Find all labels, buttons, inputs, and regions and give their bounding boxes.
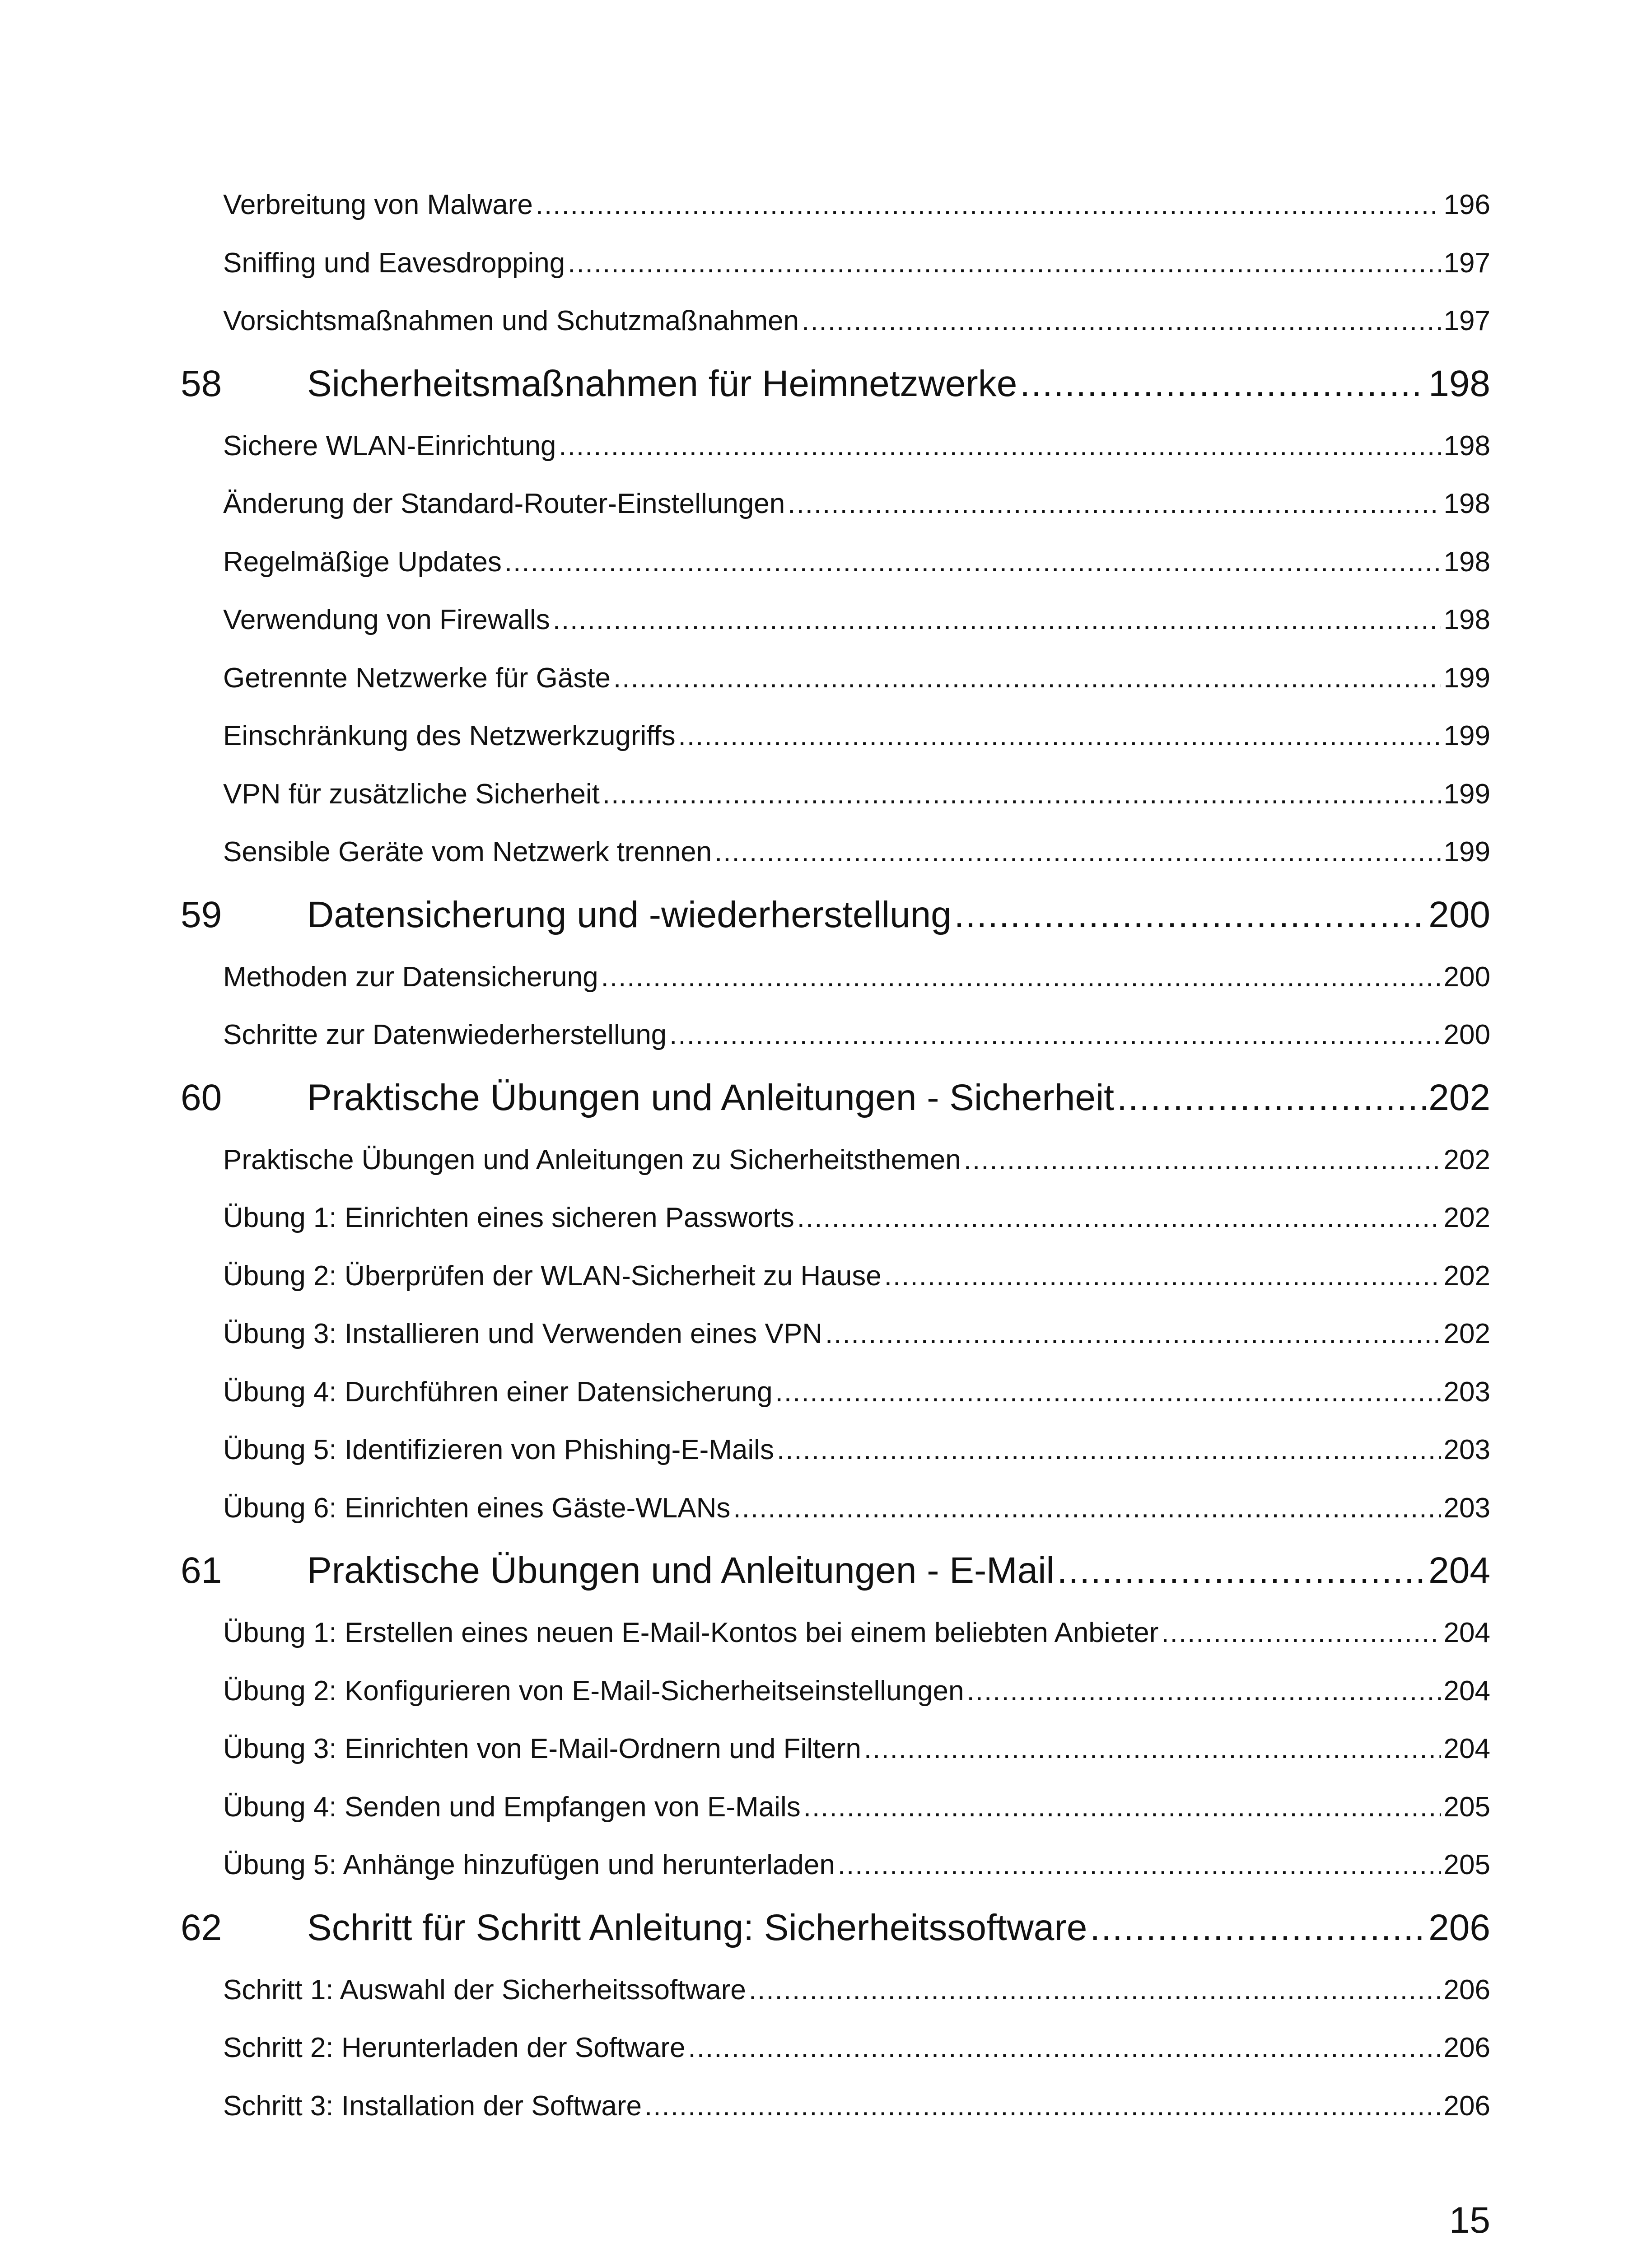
dot-leader xyxy=(1117,1064,1426,1131)
dot-leader xyxy=(1161,1604,1441,1662)
section-title: Schritt 3: Installation der Software xyxy=(223,2090,642,2122)
dot-leader xyxy=(613,649,1441,708)
section-title: Übung 2: Überprüfen der WLAN-Sicherheit zu Hause xyxy=(223,1260,882,1292)
toc-page-number: 202 xyxy=(1443,1260,1490,1292)
dot-leader xyxy=(644,2077,1441,2136)
toc-chapter-entry[interactable] xyxy=(181,882,1490,948)
section-title: Übung 5: Identifizieren von Phishing-E-Mails xyxy=(223,1434,774,1465)
section-title: Änderung der Standard-Router-Einstellungen xyxy=(223,488,785,519)
toc-page-number: 202 xyxy=(1443,1144,1490,1176)
toc-page-number: 196 xyxy=(1443,189,1490,220)
chapter-number: 60 xyxy=(181,1077,222,1118)
dot-leader xyxy=(884,1247,1441,1306)
toc-page-number: 204 xyxy=(1443,1675,1490,1707)
chapter-number: 59 xyxy=(181,894,222,935)
toc-section-entry[interactable] xyxy=(181,1961,1490,2020)
toc-section-entry[interactable] xyxy=(181,707,1490,765)
dot-leader xyxy=(714,823,1441,882)
chapter-title: Sicherheitsmaßnahmen für Heimnetzwerke xyxy=(307,363,1017,404)
toc-page-number: 199 xyxy=(1443,662,1490,694)
toc-section-entry[interactable] xyxy=(181,417,1490,476)
toc-section-entry[interactable] xyxy=(181,1836,1490,1894)
toc-page-number: 198 xyxy=(1443,488,1490,519)
dot-leader xyxy=(967,1662,1441,1721)
dot-leader xyxy=(838,1836,1441,1894)
section-title: Schritte zur Datenwiederherstellung xyxy=(223,1019,667,1050)
section-title: Verwendung von Firewalls xyxy=(223,604,550,635)
dot-leader xyxy=(777,1421,1441,1479)
toc-section-entry[interactable] xyxy=(181,591,1490,649)
toc-section-entry[interactable] xyxy=(181,1131,1490,1190)
toc-chapter-entry[interactable] xyxy=(181,1537,1490,1604)
dot-leader xyxy=(601,948,1441,1007)
toc-page-number: 205 xyxy=(1443,1791,1490,1823)
dot-leader xyxy=(678,707,1441,765)
toc-section-entry[interactable] xyxy=(181,1247,1490,1306)
toc-page-number: 197 xyxy=(1443,247,1490,279)
toc-page-number: 200 xyxy=(1443,1019,1490,1050)
toc-page-number: 204 xyxy=(1428,1550,1490,1591)
chapter-title: Datensicherung und -wiederherstellung xyxy=(307,894,952,935)
dot-leader xyxy=(733,1479,1441,1538)
section-title: Methoden zur Datensicherung xyxy=(223,961,598,993)
toc-page-number: 198 xyxy=(1443,546,1490,578)
dot-leader xyxy=(797,1189,1441,1247)
toc-section-entry[interactable] xyxy=(181,234,1490,293)
dot-leader xyxy=(1020,350,1426,417)
toc-section-entry[interactable] xyxy=(181,1720,1490,1778)
dot-leader xyxy=(864,1720,1441,1778)
toc-section-entry[interactable] xyxy=(181,1662,1490,1721)
section-title: Sichere WLAN-Einrichtung xyxy=(223,430,556,462)
toc-section-entry[interactable] xyxy=(181,2077,1490,2136)
chapter-number: 58 xyxy=(181,363,222,404)
toc-section-entry[interactable] xyxy=(181,1006,1490,1064)
section-title: Übung 5: Anhänge hinzufügen und herunterladen xyxy=(223,1849,835,1880)
toc-section-entry[interactable] xyxy=(181,1479,1490,1538)
toc-section-entry[interactable] xyxy=(181,1363,1490,1422)
toc-section-entry[interactable] xyxy=(181,1778,1490,1837)
dot-leader xyxy=(504,533,1441,592)
toc-page-number: 202 xyxy=(1443,1318,1490,1349)
section-title: VPN für zusätzliche Sicherheit xyxy=(223,778,600,810)
section-title: Übung 3: Installieren und Verwenden eines VPN xyxy=(223,1318,822,1349)
toc-chapter-entry[interactable] xyxy=(181,1894,1490,1961)
dot-leader xyxy=(749,1961,1441,2020)
toc-page-number: 197 xyxy=(1443,305,1490,336)
dot-leader xyxy=(825,1305,1441,1363)
dot-leader xyxy=(568,234,1441,293)
section-title: Übung 4: Senden und Empfangen von E-Mails xyxy=(223,1791,801,1823)
chapter-title: Praktische Übungen und Anleitungen - Sicherheit xyxy=(307,1077,1114,1118)
section-title: Praktische Übungen und Anleitungen zu Sicherheitsthemen xyxy=(223,1144,961,1176)
toc-section-entry[interactable] xyxy=(181,823,1490,882)
toc-page-number: 198 xyxy=(1443,430,1490,462)
chapter-number: 62 xyxy=(181,1907,222,1948)
toc-section-entry[interactable] xyxy=(181,1305,1490,1363)
section-title: Sensible Geräte vom Netzwerk trennen xyxy=(223,836,712,868)
toc-page-number: 198 xyxy=(1428,363,1490,404)
section-title: Schritt 2: Herunterladen der Software xyxy=(223,2032,686,2063)
toc-page-number: 206 xyxy=(1443,1974,1490,2006)
table-of-contents xyxy=(181,176,1490,2135)
toc-page-number: 202 xyxy=(1428,1077,1490,1118)
dot-leader xyxy=(602,765,1441,824)
section-title: Regelmäßige Updates xyxy=(223,546,502,578)
toc-section-entry[interactable] xyxy=(181,176,1490,234)
toc-page-number: 204 xyxy=(1443,1733,1490,1764)
dot-leader xyxy=(553,591,1441,649)
toc-page-number: 204 xyxy=(1443,1617,1490,1648)
chapter-title: Schritt für Schritt Anleitung: Sicherheitssoftware xyxy=(307,1907,1087,1948)
toc-page-number: 206 xyxy=(1428,1907,1490,1948)
page-number: 15 xyxy=(1449,2200,1490,2241)
toc-page-number: 200 xyxy=(1443,961,1490,993)
dot-leader xyxy=(669,1006,1441,1064)
toc-section-entry[interactable] xyxy=(181,533,1490,592)
section-title: Übung 3: Einrichten von E-Mail-Ordnern und Filtern xyxy=(223,1733,861,1764)
section-title: Übung 6: Einrichten eines Gäste-WLANs xyxy=(223,1492,731,1524)
toc-page-number: 205 xyxy=(1443,1849,1490,1880)
toc-page-number: 203 xyxy=(1443,1376,1490,1408)
toc-chapter-entry[interactable] xyxy=(181,1064,1490,1131)
chapter-title: Praktische Übungen und Anleitungen - E-Mail xyxy=(307,1550,1055,1591)
toc-section-entry[interactable] xyxy=(181,475,1490,533)
dot-leader xyxy=(559,417,1441,476)
toc-page-number: 203 xyxy=(1443,1492,1490,1524)
dot-leader xyxy=(802,292,1441,350)
section-title: Vorsichtsmaßnahmen und Schutzmaßnahmen xyxy=(223,305,799,336)
toc-page-number: 199 xyxy=(1443,836,1490,868)
dot-leader xyxy=(964,1131,1441,1190)
toc-page-number: 206 xyxy=(1443,2032,1490,2063)
toc-section-entry[interactable] xyxy=(181,649,1490,708)
toc-page-number: 199 xyxy=(1443,720,1490,751)
toc-page-number: 198 xyxy=(1443,604,1490,635)
toc-section-entry[interactable] xyxy=(181,765,1490,824)
section-title: Verbreitung von Malware xyxy=(223,189,533,220)
dot-leader xyxy=(803,1778,1441,1837)
toc-page-number: 202 xyxy=(1443,1202,1490,1233)
toc-section-entry[interactable] xyxy=(181,1604,1490,1662)
toc-chapter-entry[interactable] xyxy=(181,350,1490,417)
toc-section-entry[interactable] xyxy=(181,1421,1490,1479)
toc-section-entry[interactable] xyxy=(181,2019,1490,2077)
toc-page-number: 203 xyxy=(1443,1434,1490,1465)
dot-leader xyxy=(775,1363,1441,1422)
dot-leader xyxy=(1057,1537,1426,1604)
chapter-number: 61 xyxy=(181,1550,222,1591)
toc-page-number: 199 xyxy=(1443,778,1490,810)
dot-leader xyxy=(688,2019,1441,2077)
dot-leader xyxy=(1090,1894,1426,1961)
dot-leader xyxy=(536,176,1441,234)
toc-page-number: 206 xyxy=(1443,2090,1490,2122)
section-title: Sniffing und Eavesdropping xyxy=(223,247,565,279)
section-title: Übung 1: Einrichten eines sicheren Passworts xyxy=(223,1202,794,1233)
toc-section-entry[interactable] xyxy=(181,292,1490,350)
toc-section-entry[interactable] xyxy=(181,948,1490,1007)
toc-page-number: 200 xyxy=(1428,894,1490,935)
section-title: Übung 2: Konfigurieren von E-Mail-Sicherheitseinstellungen xyxy=(223,1675,964,1707)
section-title: Übung 1: Erstellen eines neuen E-Mail-Kontos bei einem beliebten Anbieter xyxy=(223,1617,1159,1648)
dot-leader xyxy=(788,475,1441,533)
section-title: Schritt 1: Auswahl der Sicherheitssoftware xyxy=(223,1974,746,2006)
dot-leader xyxy=(954,882,1426,948)
toc-section-entry[interactable] xyxy=(181,1189,1490,1247)
section-title: Übung 4: Durchführen einer Datensicherung xyxy=(223,1376,773,1408)
section-title: Getrennte Netzwerke für Gäste xyxy=(223,662,611,694)
section-title: Einschränkung des Netzwerkzugriffs xyxy=(223,720,676,751)
